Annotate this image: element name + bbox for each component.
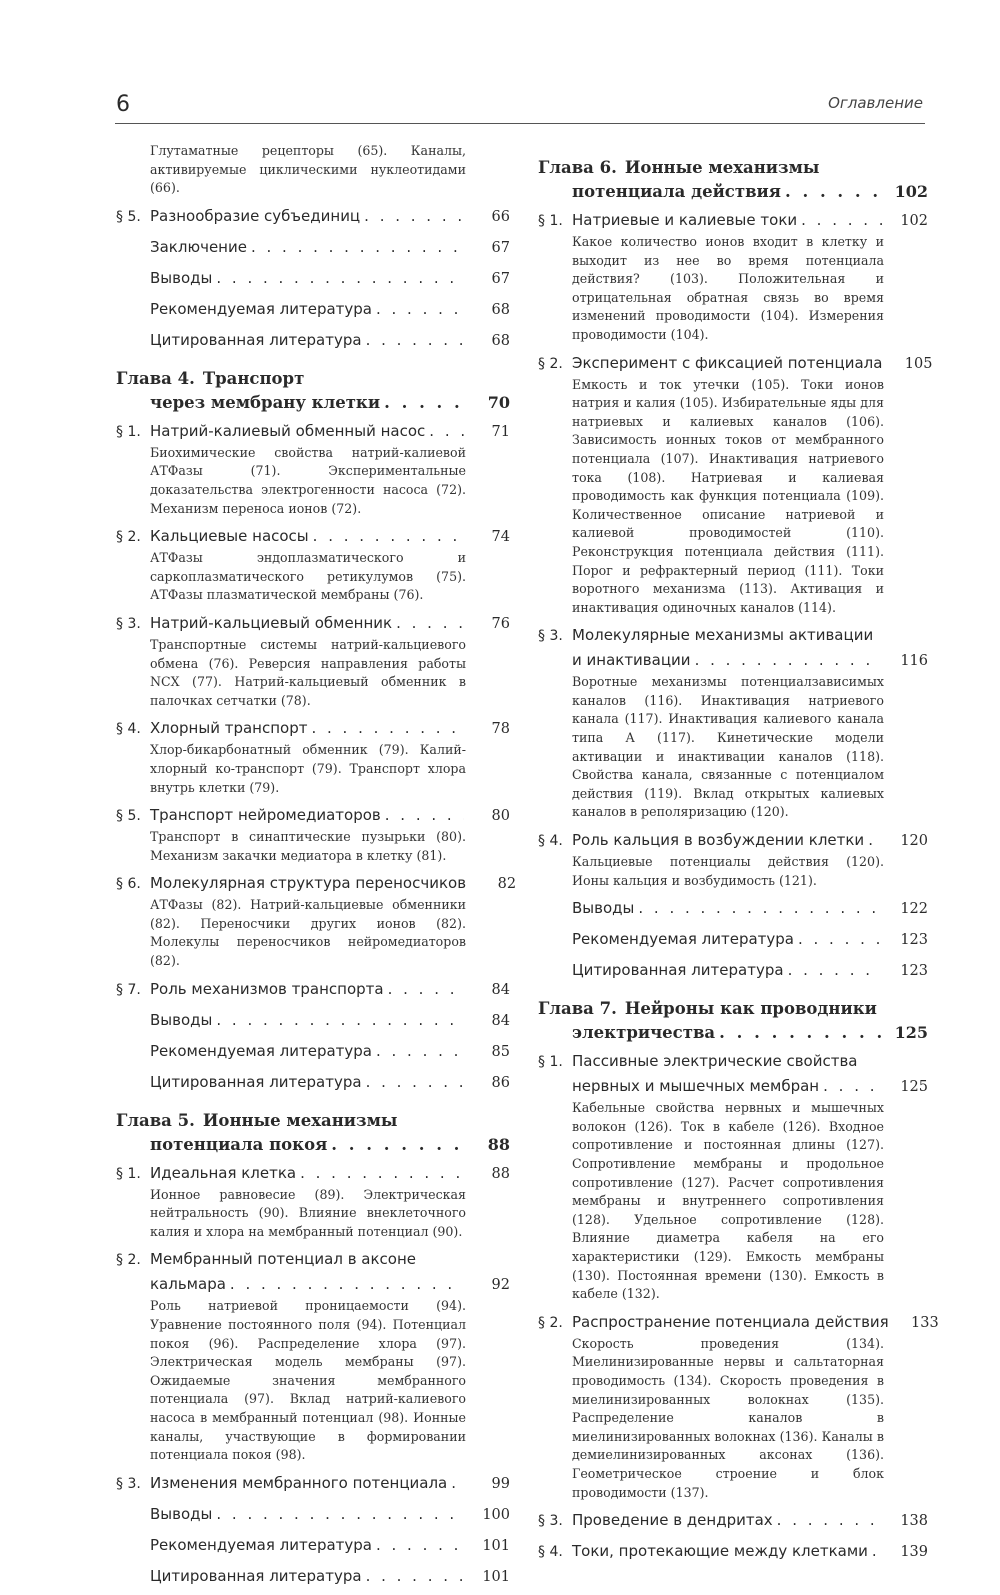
entry-title[interactable]: Выводы — [150, 1504, 213, 1523]
entry-number: § 2. — [116, 529, 141, 546]
entry-page[interactable]: 66 — [491, 208, 510, 225]
dot-leader — [384, 391, 464, 415]
dot-leader — [376, 1533, 464, 1557]
entry-title-line[interactable] — [538, 896, 928, 921]
entry-subtopics: Хлор-бикарбонатный обменник (79). Калий-хлорный ко-транспорт (79). Транспорт хлора внутрь клетки (79). — [150, 742, 466, 795]
entry-title[interactable]: Токи, протекающие между клетками — [572, 1542, 868, 1561]
entry-title[interactable]: Хлорный транспорт — [150, 719, 308, 738]
entry-title[interactable]: Ионные механизмы — [624, 158, 820, 177]
toc-column-left — [116, 142, 517, 1595]
toc-entry[interactable] — [538, 208, 928, 345]
dot-leader — [798, 927, 882, 951]
entry-title-line[interactable] — [116, 524, 510, 549]
entry-page[interactable]: 68 — [491, 301, 510, 318]
entry-title-continued[interactable]: и инактивации — [572, 651, 691, 670]
entry-page[interactable]: 100 — [482, 1506, 510, 1523]
entry-page[interactable]: 101 — [482, 1568, 510, 1585]
entry-number: Глава 7. — [538, 999, 617, 1019]
entry-title-line-2[interactable] — [116, 1272, 510, 1297]
entry-page[interactable]: 99 — [491, 1475, 510, 1492]
entry-subtopics: АТФазы эндоплазматического и саркоплазматического ретикулумов (75). АТФазы плазматической мембраны (76). — [150, 550, 466, 603]
entry-title[interactable]: Цитированная литература — [150, 1072, 362, 1091]
dot-leader — [638, 896, 882, 920]
entry-title-line[interactable] — [116, 1008, 510, 1033]
toc-entry[interactable] — [538, 623, 928, 822]
entry-page[interactable]: 74 — [491, 529, 510, 546]
entry-page[interactable]: 123 — [900, 963, 928, 980]
dot-leader — [429, 419, 464, 443]
dot-leader — [823, 1074, 882, 1098]
entry-title-continued[interactable]: нервных и мышечных мембран — [572, 1077, 820, 1096]
entry-title-continued[interactable]: через мембрану клетки — [150, 392, 381, 412]
toc-entry[interactable] — [116, 204, 510, 229]
entry-title-line-2[interactable] — [116, 391, 510, 415]
entry-title[interactable]: Распространение потенциала действия — [572, 1312, 889, 1331]
toc-chapter[interactable] — [538, 156, 928, 204]
entry-subtopics: Емкость и ток утечки (105). Токи ионов натрия и калия (105). Избирательные яды для натриевых и калиевых каналов (106). Зависимость ионных токов от мембранного потенциала (107). Инактивация натриевого тока (108). Натриевая и калиевая проводимость как функция потенциала (109). Количественное описание натриевой и калиевой проводимостей (110). Реконструкция потенциала действия (111). Порог и рефрактерный период (111). Токи воротного механизма (113). Активация и инактивация одиночных каналов (114). — [572, 376, 884, 615]
entry-page[interactable]: 68 — [491, 332, 510, 349]
entry-title[interactable]: Эксперимент с фиксацией потенциала — [572, 353, 883, 372]
entry-title[interactable]: Роль механизмов транспорта — [150, 979, 384, 998]
entry-number: § 1. — [116, 1165, 141, 1182]
entry-title-line[interactable] — [116, 977, 510, 1002]
entry-page[interactable]: 78 — [491, 721, 510, 738]
entry-title-line[interactable] — [116, 1247, 510, 1272]
toc-entry[interactable] — [116, 1502, 510, 1527]
toc-entry[interactable] — [538, 1049, 928, 1304]
entry-page[interactable]: 70 — [487, 392, 510, 412]
entry-number: § 3. — [538, 1513, 563, 1530]
entry-page[interactable]: 125 — [900, 1079, 928, 1096]
entry-title[interactable]: Молекулярная структура переносчиков — [150, 874, 467, 893]
entry-number: § 1. — [538, 1054, 563, 1071]
toc-entry[interactable] — [116, 1564, 510, 1589]
entry-title[interactable]: Рекомендуемая литература — [150, 1535, 372, 1554]
entry-number: § 1. — [116, 423, 141, 440]
toc-entry[interactable] — [116, 419, 510, 518]
entry-subtopics: Глутаматные рецепторы (65). Каналы, активируемые циклическими нуклеотидами (66). — [150, 143, 466, 196]
entry-title-line[interactable] — [538, 156, 928, 180]
dot-leader — [376, 1039, 464, 1063]
entry-page[interactable]: 85 — [491, 1043, 510, 1060]
entry-page[interactable]: 105 — [904, 355, 933, 372]
page-number: 6 — [116, 92, 130, 117]
entry-title[interactable]: Цитированная литература — [150, 1566, 362, 1585]
entry-page[interactable]: 67 — [491, 270, 510, 287]
entry-page[interactable]: 84 — [491, 1012, 510, 1029]
entry-number: § 7. — [116, 981, 141, 998]
toc-entry[interactable] — [538, 958, 928, 983]
entry-title[interactable]: Рекомендуемая литература — [150, 1041, 372, 1060]
entry-page[interactable]: 71 — [491, 423, 510, 440]
toc-entry[interactable] — [116, 1247, 510, 1464]
dot-leader — [376, 297, 464, 321]
dot-leader — [451, 1471, 464, 1495]
entry-title[interactable]: Транспорт нейромедиаторов — [150, 806, 381, 825]
entry-title[interactable]: Выводы — [150, 268, 213, 287]
toc-entry[interactable] — [116, 1161, 510, 1242]
dot-leader — [216, 1502, 464, 1526]
entry-number: Глава 6. — [538, 158, 617, 177]
entry-title-line-2[interactable] — [538, 1074, 928, 1099]
dot-leader — [331, 1133, 464, 1157]
entry-page[interactable]: 139 — [900, 1544, 928, 1561]
entry-page[interactable]: 88 — [491, 1165, 510, 1182]
entry-number: § 5. — [116, 808, 141, 825]
dot-leader — [216, 266, 464, 290]
entry-subtopics: Транспорт в синаптические пузырьки (80). Механизм закачки медиатора в клетку (81). — [150, 829, 466, 863]
dot-leader — [777, 1508, 882, 1532]
dot-leader — [230, 1272, 464, 1296]
entry-number: Глава 5. — [116, 1110, 195, 1130]
dot-leader — [385, 803, 464, 827]
entry-subtopics: Транспортные системы натрий-кальциевого обмена (76). Реверсия направления работы NCX (77). Натрий-кальциевый обменник в палочках сетчатки (78). — [150, 636, 466, 708]
entry-title-line[interactable] — [538, 828, 928, 853]
entry-title-line[interactable] — [116, 204, 510, 229]
entry-title-line[interactable] — [116, 235, 510, 260]
entry-title[interactable]: Цитированная литература — [572, 961, 784, 980]
toc-entry[interactable] — [538, 828, 928, 890]
entry-title-line[interactable] — [538, 1508, 928, 1533]
toc-entry[interactable] — [116, 235, 510, 260]
entry-title-line[interactable] — [116, 1533, 510, 1558]
entry-title[interactable]: Молекулярные механизмы активации — [572, 626, 874, 645]
entry-subtopics: Ионное равновесие (89). Электрическая нейтральность (90). Влияние внеклеточного калия и хлора на мембранный потенциал (90). — [150, 1186, 466, 1239]
entry-title-line[interactable] — [538, 958, 928, 983]
dot-leader — [388, 977, 464, 1001]
toc-entry[interactable] — [116, 266, 510, 291]
toc-entry[interactable] — [538, 1310, 939, 1502]
entry-page[interactable]: 67 — [491, 239, 510, 256]
entry-subtopics: Биохимические свойства натрий-калиевой АТФазы (71). Экспериментальные доказательства электрогенности насоса (72). Механизм переноса ионов (72). — [150, 444, 466, 516]
entry-title[interactable]: Идеальная клетка — [150, 1163, 297, 1182]
toc-chapter[interactable] — [116, 1109, 510, 1157]
entry-page[interactable]: 88 — [487, 1134, 510, 1154]
entry-number: § 3. — [116, 1475, 141, 1492]
entry-title-line[interactable] — [116, 1161, 510, 1186]
toc-entry[interactable] — [538, 927, 928, 952]
entry-title-line[interactable] — [538, 351, 933, 376]
entry-number: Глава 4. — [116, 368, 195, 388]
entry-title-line[interactable] — [116, 611, 510, 636]
entry-title[interactable]: Пассивные электрические свойства — [572, 1052, 858, 1071]
entry-title[interactable]: Рекомендуемая литература — [150, 299, 372, 318]
entry-number: § 6. — [116, 876, 141, 893]
entry-page[interactable]: 122 — [900, 901, 928, 918]
entry-title[interactable]: Заключение — [150, 237, 247, 256]
entry-title[interactable]: Изменения мембранного потенциала — [150, 1473, 448, 1492]
toc-entry[interactable] — [116, 524, 510, 605]
toc-entry[interactable] — [116, 142, 510, 198]
entry-title[interactable]: Рекомендуемая литература — [572, 930, 794, 949]
toc-entry[interactable] — [116, 1070, 510, 1095]
entry-title-line[interactable] — [538, 623, 928, 648]
entry-title-line[interactable] — [116, 803, 510, 828]
toc-entry[interactable] — [116, 1471, 510, 1496]
entry-title[interactable]: Проведение в дендритах — [572, 1511, 773, 1530]
entry-page[interactable]: 92 — [491, 1277, 510, 1294]
dot-leader — [396, 611, 464, 635]
entry-page[interactable]: 102 — [900, 213, 928, 229]
entry-title-line[interactable] — [116, 1039, 510, 1064]
entry-title-line[interactable] — [116, 266, 510, 291]
entry-page[interactable]: 76 — [491, 615, 510, 632]
entry-title-line[interactable] — [116, 1502, 510, 1527]
dot-leader — [251, 235, 464, 259]
dot-leader — [366, 1564, 464, 1588]
entry-page[interactable]: 125 — [894, 1023, 928, 1043]
dot-leader — [364, 204, 464, 228]
entry-subtopics: Кабельные свойства нервных и мышечных волокон (126). Ток в кабеле (126). Входное сопротивление и постоянная длины (127). Сопротивление мембраны и продольное сопротивление (127). Расчет сопротивления мембраны и внутреннего сопротивления (128). Удельное сопротивление (128). Влияние диаметра кабеля на его характеристики (129). Емкость мембраны (130). Постоянная времени (130). Емкость в кабеле (132). — [572, 1100, 884, 1302]
toc-entry[interactable] — [538, 1508, 928, 1533]
entry-title-line[interactable] — [116, 367, 510, 391]
entry-title-line[interactable] — [538, 1310, 939, 1335]
entry-number: § 5. — [116, 208, 141, 225]
dot-leader — [872, 1539, 882, 1563]
running-title: Оглавление — [828, 94, 923, 112]
entry-number: § 4. — [538, 1544, 563, 1561]
toc-entry[interactable] — [116, 611, 510, 710]
entry-title[interactable]: Выводы — [572, 899, 635, 918]
toc-entry[interactable] — [116, 328, 510, 353]
toc-chapter[interactable] — [538, 997, 928, 1045]
entry-title[interactable]: Выводы — [150, 1010, 213, 1029]
entry-title-line-2[interactable] — [116, 1133, 510, 1157]
entry-page[interactable]: 120 — [900, 833, 928, 850]
entry-title-line[interactable] — [116, 1564, 510, 1589]
entry-subtopics: Роль натриевой проницаемости (94). Уравнение постоянного поля (94). Потенциал покоя (96). Распределение хлора (97). Электрическая модель мембраны (97). Ожидаемые значения мембранного потенциала (97). Вклад натрий-калиевого насоса в мембранный потенциал (98). Ионные каналы, участвующие в формировании потенциала покоя (98). — [150, 1298, 466, 1463]
entry-title-line[interactable] — [116, 1109, 510, 1133]
toc-entry[interactable] — [538, 896, 928, 921]
entry-number: § 2. — [538, 1314, 563, 1331]
header-rule — [115, 123, 925, 124]
entry-page[interactable]: 82 — [497, 876, 517, 893]
entry-title-line-2[interactable] — [538, 1021, 928, 1045]
toc-entry[interactable] — [538, 1539, 928, 1564]
entry-number: § 3. — [538, 628, 563, 645]
dot-leader — [216, 1008, 464, 1032]
entry-title-continued[interactable]: электричества — [572, 1023, 716, 1043]
entry-title-line[interactable] — [538, 927, 928, 952]
entry-page[interactable]: 123 — [900, 932, 928, 949]
entry-number: § 4. — [538, 833, 563, 850]
entry-page[interactable]: 86 — [491, 1074, 510, 1091]
entry-title[interactable]: Натриевые и калиевые токи — [572, 211, 798, 229]
entry-title[interactable]: Натрий-калиевый обменный насос — [150, 421, 426, 440]
entry-number: § 2. — [538, 355, 563, 372]
toc-entry[interactable] — [116, 297, 510, 322]
entry-page[interactable]: 80 — [491, 808, 510, 825]
entry-number: § 3. — [116, 615, 141, 632]
entry-title-line[interactable] — [116, 297, 510, 322]
entry-title[interactable]: Нейроны как проводники — [624, 999, 877, 1019]
entry-title[interactable]: Роль кальция в возбуждении клетки — [572, 831, 865, 850]
toc-entry[interactable] — [538, 351, 933, 618]
entry-title[interactable]: Натрий-кальциевый обменник — [150, 613, 393, 632]
entry-number: § 1. — [538, 213, 563, 229]
toc-entry[interactable] — [116, 977, 510, 1002]
entry-title-continued[interactable]: кальмара — [150, 1275, 226, 1294]
toc-entry[interactable] — [116, 1039, 510, 1064]
entry-title-line[interactable] — [538, 208, 928, 233]
entry-title-line[interactable] — [538, 1049, 928, 1074]
entry-title[interactable]: Цитированная литература — [150, 330, 362, 349]
entry-subtopics: Скорость проведения (134). Миелинизированные нервы и сальтаторная проводимость (134). Скорость проведения в миелинизированных волокнах (135). Распределение каналов в миелинизированных волокнах (136). Каналы в демиелинизированных аксонах (136). Геометрическое строение и блок проводимости (137). — [572, 1335, 884, 1500]
entry-title-continued[interactable]: потенциала покоя — [150, 1134, 328, 1154]
entry-page[interactable]: 102 — [894, 182, 928, 201]
entry-page[interactable]: 101 — [482, 1537, 510, 1554]
entry-title-line[interactable] — [116, 871, 517, 896]
entry-subtopics: АТФазы (82). Натрий-кальциевые обменники (82). Переносчики других ионов (82). Молекулы переносчиков нейромедиаторов (82). — [150, 897, 466, 969]
entry-title-line[interactable] — [116, 419, 510, 444]
entry-subtopics: Кальциевые потенциалы действия (120). Ионы кальция и возбудимость (121). — [572, 854, 884, 888]
dot-leader — [366, 328, 464, 352]
entry-page[interactable]: 84 — [491, 981, 510, 998]
entry-title-line[interactable] — [538, 1539, 928, 1564]
entry-title[interactable]: Ионные механизмы — [202, 1110, 398, 1130]
dot-leader — [719, 1021, 882, 1045]
toc-column-right — [538, 142, 939, 1570]
entry-page[interactable]: 133 — [911, 1314, 939, 1331]
dot-leader — [313, 524, 464, 548]
entry-title-line[interactable] — [116, 1471, 510, 1496]
entry-title[interactable]: Кальциевые насосы — [150, 527, 309, 546]
entry-title-line[interactable] — [116, 716, 510, 741]
entry-title-line[interactable] — [538, 997, 928, 1021]
entry-page[interactable]: 116 — [900, 653, 928, 670]
entry-title-line-2[interactable] — [538, 180, 928, 204]
entry-title-continued[interactable]: потенциала действия — [572, 182, 781, 201]
entry-title-line[interactable] — [116, 1070, 510, 1095]
entry-page[interactable]: 138 — [900, 1513, 928, 1530]
dot-leader — [300, 1161, 464, 1185]
dot-leader — [788, 958, 882, 982]
entry-number: § 2. — [116, 1252, 141, 1269]
dot-leader — [366, 1070, 464, 1094]
entry-subtopics: Какое количество ионов входит в клетку и выходит из нее во время потенциала действия? (103). Положительная и отрицательная обратная связь во время изменений проводимости (104). Измерения проводимости (104). — [572, 234, 884, 342]
dot-leader — [785, 180, 882, 204]
toc-chapter[interactable] — [116, 367, 510, 415]
entry-title[interactable]: Разнообразие субъединиц — [150, 206, 361, 225]
entry-number: § 4. — [116, 721, 141, 738]
dot-leader — [868, 828, 882, 852]
toc-entry[interactable] — [116, 803, 510, 865]
entry-title-line-2[interactable] — [538, 648, 928, 673]
entry-title[interactable]: Мембранный потенциал в аксоне — [150, 1250, 417, 1269]
toc-entry[interactable] — [116, 1008, 510, 1033]
dot-leader — [801, 208, 882, 232]
dot-leader — [695, 648, 882, 672]
toc-entry[interactable] — [116, 871, 517, 970]
entry-subtopics: Воротные механизмы потенциалзависимых каналов (116). Инактивация натриевого канала (117). Инактивация калиевого канала типа А (117). Кинетические модели активации и инактивации каналов (118). Свойства канала, связанные с потенциалом действия (119). Вклад открытых калиевых каналов в реполяризацию (120). — [572, 674, 884, 820]
toc-entry[interactable] — [116, 716, 510, 797]
entry-title[interactable]: Транспорт — [202, 368, 305, 388]
toc-entry[interactable] — [116, 1533, 510, 1558]
entry-title-line[interactable] — [116, 328, 510, 353]
dot-leader — [311, 716, 464, 740]
